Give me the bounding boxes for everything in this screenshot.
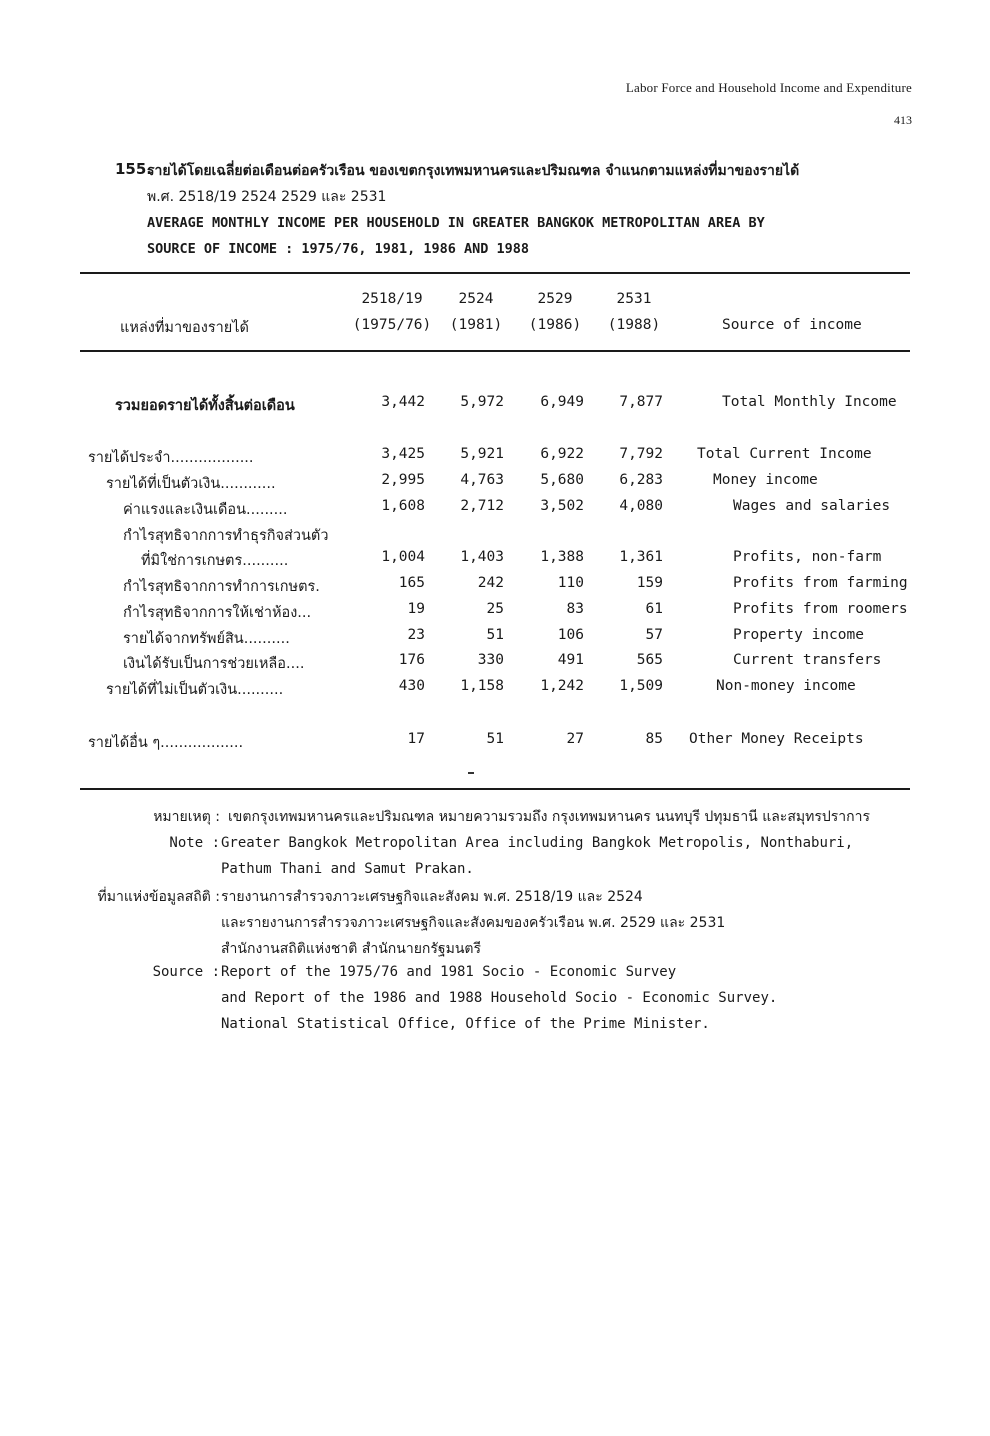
header-year-thai: 2524 <box>458 291 494 307</box>
thai-source-line: สำนักงานสถิติแห่งชาติ สำนักนายกรัฐมนตรี <box>221 941 482 957</box>
header-year-thai: 2518/19 <box>361 291 423 307</box>
thai-source-line: รายงานการสำรวจภาวะเศรษฐกิจและสังคม พ.ศ. 2518/19 และ 2524 <box>221 889 643 905</box>
title-english-line-1: AVERAGE MONTHLY INCOME PER HOUSEHOLD IN GREATER BANGKOK METROPOLITAN AREA BY <box>147 215 765 231</box>
row-value: 5,680 <box>540 472 584 488</box>
row-value: 5,921 <box>460 446 504 462</box>
english-note-line: Greater Bangkok Metropolitan Area including Bangkok Metropolis, Nonthaburi, <box>221 835 854 851</box>
table-top-rule <box>80 272 910 274</box>
row-english-label: Money income <box>713 472 818 488</box>
english-note-label: Note : <box>169 835 220 851</box>
row-thai-label: รายได้จากทรัพย์สิน.......... <box>123 631 290 647</box>
header-year-thai: 2529 <box>537 291 573 307</box>
header-year-en: (1975/76) <box>352 317 432 333</box>
row-value: 1,403 <box>460 549 504 565</box>
header-thai-source: แหล่งที่มาของรายได้ <box>120 320 249 336</box>
row-value: 7,877 <box>619 394 663 410</box>
row-value: 110 <box>557 575 584 591</box>
row-thai-label: รายได้ที่ไม่เป็นตัวเงิน.......... <box>106 682 284 698</box>
row-value: 565 <box>636 652 663 668</box>
row-value: 1,388 <box>540 549 584 565</box>
row-english-label: Total Current Income <box>697 446 872 462</box>
row-value: 242 <box>477 575 504 591</box>
running-header: Labor Force and Household Income and Expenditure <box>625 80 912 95</box>
page-number: 413 <box>894 113 912 127</box>
row-english-label: Profits, non-farm <box>733 549 882 565</box>
row-english-label: Current transfers <box>733 652 882 668</box>
title-thai-line-1: รายได้โดยเฉลี่ยต่อเดือนต่อครัวเรือน ของเขตกรุงเทพมหานครและปริมณฑล จำแนกตามแหล่งที่มาของรายได้ <box>147 163 800 179</box>
row-value: 1,158 <box>460 678 504 694</box>
row-value: 4,080 <box>619 498 663 514</box>
row-value: 1,242 <box>540 678 584 694</box>
row-english-label: Wages and salaries <box>733 498 891 514</box>
row-english-label: Non-money income <box>716 678 856 694</box>
title-english-line-2: SOURCE OF INCOME : 1975/76, 1981, 1986 AND 1988 <box>147 241 530 257</box>
row-value: 6,922 <box>540 446 584 462</box>
row-value: 27 <box>566 731 584 747</box>
row-value: 51 <box>486 627 504 643</box>
row-value: 61 <box>645 601 663 617</box>
table-number: 155. <box>115 160 153 178</box>
row-value: 1,509 <box>619 678 663 694</box>
header-year-en: (1981) <box>449 317 503 333</box>
header-english-source: Source of income <box>722 317 862 333</box>
thai-note-text: เขตกรุงเทพมหานครและปริมณฑล หมายความรวมถึง กรุงเทพมหานคร นนทบุรี ปทุมธานี และสมุทรปราการ <box>228 809 870 825</box>
row-value: 2,712 <box>460 498 504 514</box>
row-thai-label: รวมยอดรายได้ทั้งสิ้นต่อเดือน <box>115 398 295 414</box>
row-english-label: Total Monthly Income <box>722 394 897 410</box>
row-value: 1,004 <box>381 549 425 565</box>
row-value: 19 <box>407 601 425 617</box>
header-year-en: (1986) <box>528 317 582 333</box>
row-value: 165 <box>398 575 425 591</box>
row-value: 6,283 <box>619 472 663 488</box>
row-thai-label: กำไรสุทธิจากการทำธุรกิจส่วนตัว <box>123 528 329 544</box>
row-thai-label: รายได้อื่น ๆ.................. <box>88 735 244 751</box>
row-english-label: Profits from farming <box>733 575 908 591</box>
row-english-label: Property income <box>733 627 864 643</box>
thai-source-label: ที่มาแห่งข้อมูลสถิติ : <box>97 889 220 905</box>
row-thai-label: กำไรสุทธิจากการให้เช่าห้อง... <box>123 605 312 621</box>
row-value: 5,972 <box>460 394 504 410</box>
row-value: 330 <box>477 652 504 668</box>
row-value: 83 <box>566 601 584 617</box>
english-source-line: Report of the 1975/76 and 1981 Socio - Economic Survey <box>221 964 677 980</box>
row-value: 3,442 <box>381 394 425 410</box>
row-english-label: Profits from roomers <box>733 601 908 617</box>
row-value: 7,792 <box>619 446 663 462</box>
row-thai-label: รายได้ที่เป็นตัวเงิน............ <box>106 476 276 492</box>
english-source-line: and Report of the 1986 and 1988 Household Socio - Economic Survey. <box>221 990 778 1006</box>
thai-source-line: และรายงานการสำรวจภาวะเศรษฐกิจและสังคมของครัวเรือน พ.ศ. 2529 และ 2531 <box>221 915 726 931</box>
english-source-label: Source : <box>152 964 220 980</box>
row-thai-label: ค่าแรงและเงินเดือน......... <box>123 502 288 518</box>
row-value: 6,949 <box>540 394 584 410</box>
row-thai-label: รายได้ประจำ.................. <box>88 450 254 466</box>
header-year-thai: 2531 <box>616 291 652 307</box>
row-value: 4,763 <box>460 472 504 488</box>
english-source-line: National Statistical Office, Office of the Prime Minister. <box>221 1016 710 1032</box>
row-value: 17 <box>407 731 425 747</box>
row-value: 430 <box>398 678 425 694</box>
row-value: 3,425 <box>381 446 425 462</box>
row-value: 491 <box>557 652 584 668</box>
row-value: 85 <box>645 731 663 747</box>
row-value: 57 <box>645 627 663 643</box>
row-value: 51 <box>486 731 504 747</box>
row-value: 2,995 <box>381 472 425 488</box>
row-thai-label: กำไรสุทธิจากการทำการเกษตร. <box>123 579 320 595</box>
row-value: 1,361 <box>619 549 663 565</box>
row-value: 23 <box>407 627 425 643</box>
table-header-rule <box>80 350 910 352</box>
row-value: 159 <box>636 575 663 591</box>
row-value: 25 <box>486 601 504 617</box>
table-bottom-rule <box>80 788 910 790</box>
row-value: 106 <box>557 627 584 643</box>
thai-note-label: หมายเหตุ : <box>153 809 220 825</box>
row-value: 176 <box>398 652 425 668</box>
row-thai-label: ที่มิใช่การเกษตร.......... <box>141 553 289 569</box>
row-english-label: Other Money Receipts <box>689 731 864 747</box>
row-value: 1,608 <box>381 498 425 514</box>
english-note-line: Pathum Thani and Samut Prakan. <box>221 861 474 877</box>
row-value: 3,502 <box>540 498 584 514</box>
row-thai-label: เงินได้รับเป็นการช่วยเหลือ.... <box>123 656 305 672</box>
header-year-en: (1988) <box>607 317 661 333</box>
table-mark <box>468 772 474 774</box>
title-thai-line-2: พ.ศ. 2518/19 2524 2529 และ 2531 <box>147 189 387 205</box>
